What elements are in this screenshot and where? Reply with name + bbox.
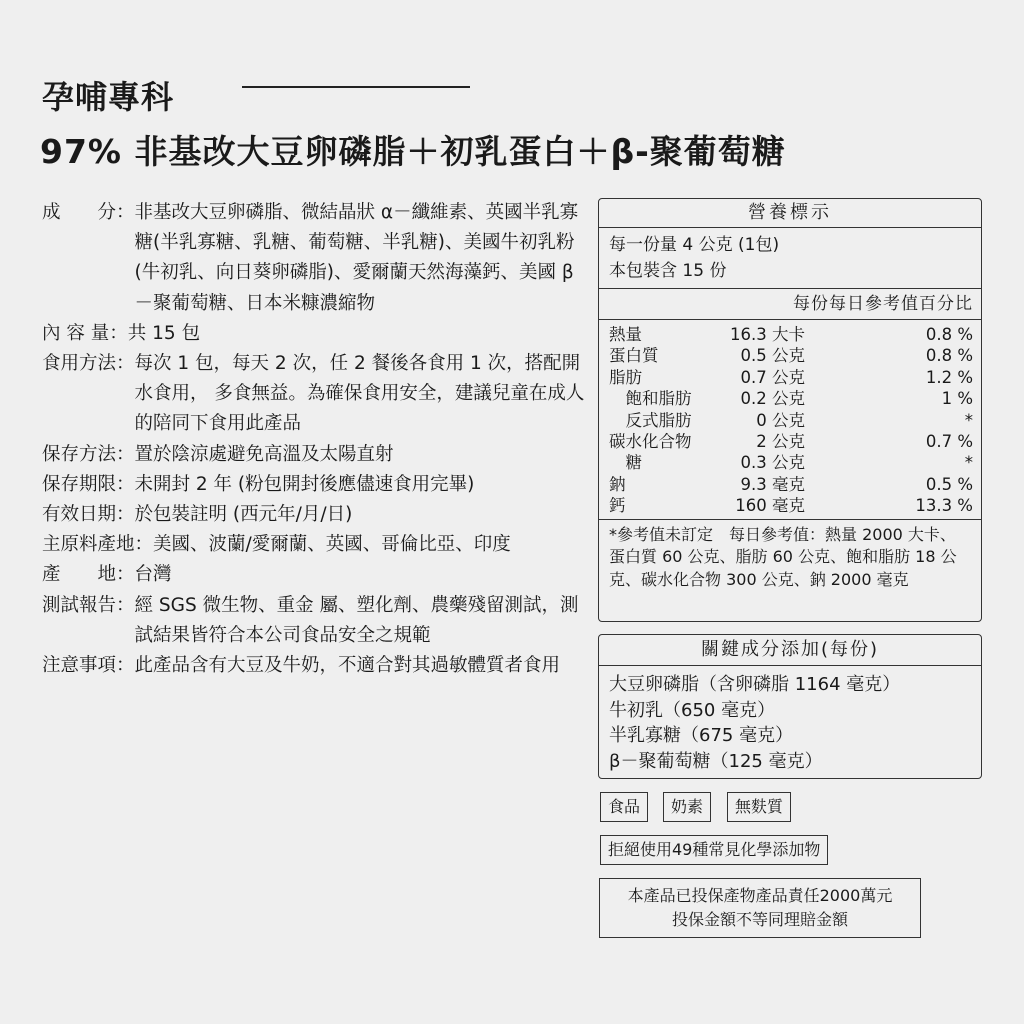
info-row-test-report: 測試報告： 經 SGS 微生物、重金 屬、塑化劑、農藥殘留測試，測試結果皆符合本公司食品安全之規範 [42,594,579,646]
key-ingredients-panel [598,634,982,779]
info-row-contents: 內 容 量： 共 15 包 [42,322,201,344]
nutrition-row: 脂肪 0.7 公克 1.2 % [609,367,973,387]
brand-divider [242,86,470,88]
liability-line-2: 投保金額不等同理賠金額 [671,910,848,929]
info-row-origin: 產 地： 台灣 [42,564,172,586]
nutrition-row: 飽和脂肪 0.2 公克 1 % [609,389,973,409]
liability-insurance-notice [599,878,921,938]
nutrition-row: 糖 0.3 公克 * [609,453,973,473]
info-row-expiry: 有效日期： 於包裝註明 (西元年/月/日) [42,504,353,526]
nutrition-facts-panel [598,198,982,622]
info-row-ingredients: 成 分： 非基改大豆卵磷脂、微結晶狀 α－纖維素、英國半乳寡糖(半乳寡糖、乳糖、葡萄糖、半乳糖)、美國牛初乳粉(牛初乳、向日葵卵磷脂)、愛爾蘭天然海藻鈣、美國 β－聚葡萄糖、日本米糠濃縮物 [42,202,579,314]
key-ingredient-item: β－聚葡萄糖（125 毫克） [609,750,823,772]
nutrition-row: 蛋白質 0.5 公克 0.8 % [609,346,973,366]
servings-per-pack: 本包裝含 15 份 [609,261,727,281]
key-ingredient-item: 半乳寡糖（675 毫克） [609,725,794,746]
nutrition-table [599,320,981,520]
tag-gluten-free: 無麩質 [727,792,791,822]
key-ingredient-item: 大豆卵磷脂（含卵磷脂 1164 毫克） [609,674,901,695]
nutrition-row: 鈉 9.3 毫克 0.5 % [609,474,973,494]
serving-size: 每一份量 4 公克 (1包) [609,235,780,255]
nutrition-title: 營養標示 [599,199,981,228]
nutrition-footnote: *參考值未訂定 每日參考值：熱量 2000 大卡、蛋白質 60 公克、脂肪 60 公克、飽和脂肪 18 公克、碳水化合物 300 公克、鈉 2000 毫克 [609,524,957,589]
key-ingredient-item: 牛初乳（650 毫克） [609,699,776,721]
product-info [42,198,590,681]
info-row-shelf-life: 保存期限： 未開封 2 年 (粉包開封後應儘速食用完畢) [42,473,475,495]
no-additives-badge: 拒絕使用49種常見化學添加物 [600,835,828,865]
serving-info [599,228,981,289]
key-ingredients-list [599,666,981,780]
nutrition-row: 反式脂肪 0 公克 * [609,410,973,430]
nutrition-row: 碳水化合物 2 公克 0.7 % [609,431,973,451]
info-row-usage: 食用方法： 每次 1 包，每天 2 次，任 2 餐後各食用 1 次，搭配開水食用， 多食無益。為確保食用安全，建議兒童在成人的陪同下食用此產品 [42,353,585,435]
tag-food: 食品 [600,792,648,822]
nutrition-row: 鈣 160 毫克 13.3 % [609,496,973,516]
nutrition-row: 熱量 16.3 大卡 0.8 % [609,325,973,344]
info-row-material-origin: 主原料產地： 美國、波蘭/愛爾蘭、英國、哥倫比亞、印度 [42,534,511,556]
product-title: 97% 非基改大豆卵磷脂＋初乳蛋白＋β-聚葡萄糖 [40,132,786,171]
tag-vegetarian-dairy: 奶素 [663,792,711,822]
info-row-caution: 注意事項： 此產品含有大豆及牛奶，不適合對其過敏體質者食用 [42,655,561,677]
liability-line-1: 本產品已投保產物產品責任2000萬元 [627,886,893,905]
key-ingredients-title: 關鍵成分添加(每份) [599,635,981,666]
daily-value-header: 每份每日參考值百分比 [599,289,981,320]
brand-name: 孕哺專科 [42,78,175,116]
info-row-storage: 保存方法： 置於陰涼處避免高溫及太陽直射 [42,443,394,465]
